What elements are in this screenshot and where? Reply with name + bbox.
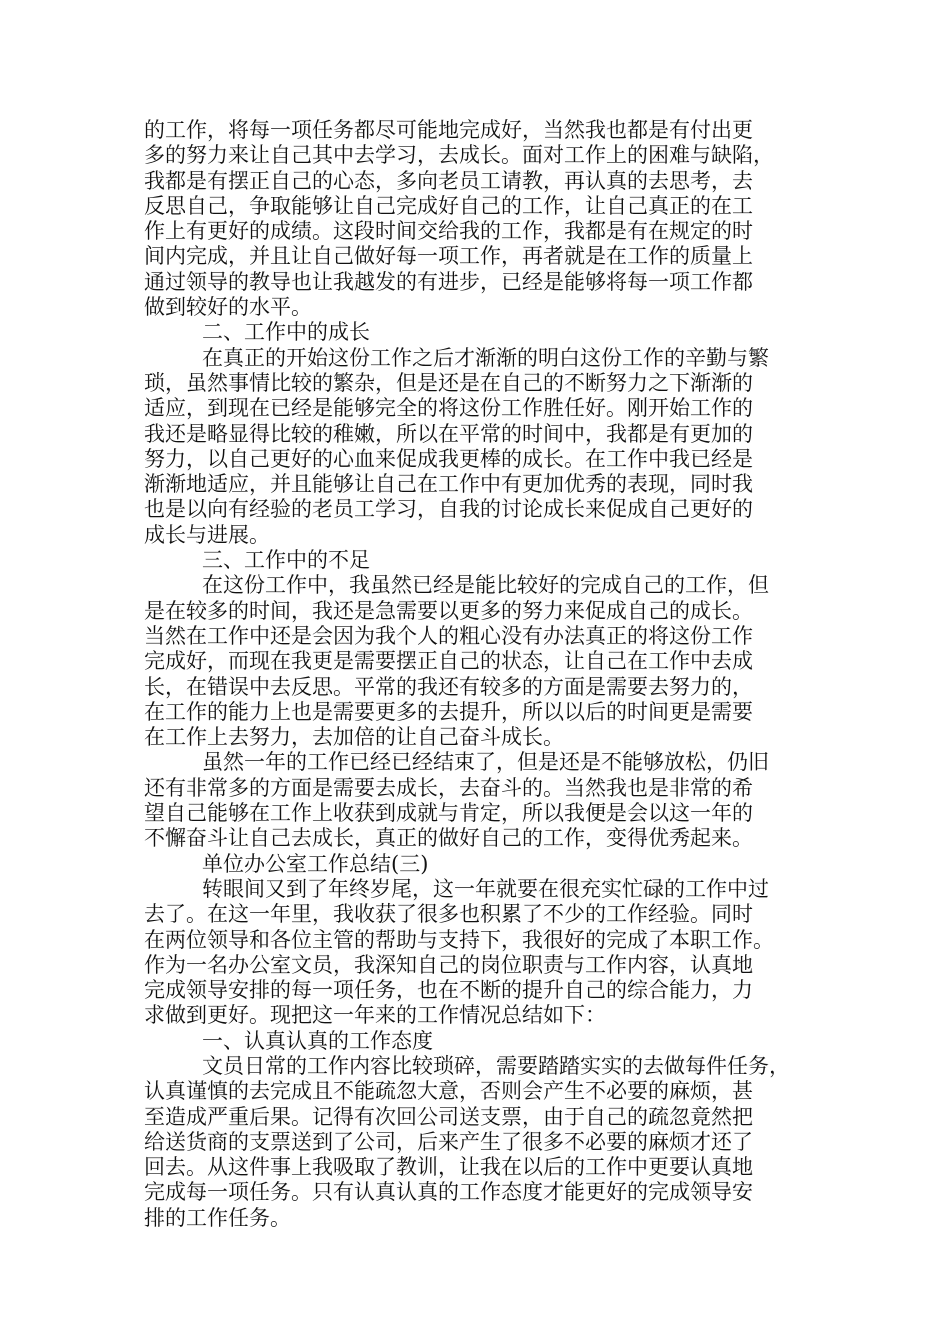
text-line: 琐，虽然事情比较的繁杂，但是还是在自己的不断努力之下渐渐的 xyxy=(144,370,753,395)
text-line: 适应，到现在已经是能够完全的将这份工作胜任好。刚开始工作的 xyxy=(144,396,753,421)
text-line: 努力，以自己更好的心血来促成我更棒的成长。在工作中我已经是 xyxy=(144,446,753,471)
text-line: 通过领导的教导也让我越发的有进步，已经是能够将每一项工作都 xyxy=(144,269,753,294)
text-line: 也是以向有经验的老员工学习，自我的讨论成长来促成自己更好的 xyxy=(144,497,753,522)
text-line: 认真谨慎的去完成且不能疏忽大意，否则会产生不必要的麻烦，甚 xyxy=(144,1079,753,1104)
text-line: 不懈奋斗让自己去成长，真正的做好自己的工作，变得优秀起来。 xyxy=(144,826,753,851)
text-line: 作上有更好的成绩。这段时间交给我的工作，我都是有在规定的时 xyxy=(144,219,753,244)
text-line: 成长与进展。 xyxy=(144,522,270,547)
text-line: 多的努力来让自己其中去学习，去成长。面对工作上的困难与缺陷， xyxy=(144,143,774,168)
text-line: 在两位领导和各位主管的帮助与支持下，我很好的完成了本职工作。 xyxy=(144,927,774,952)
text-line: 当然在工作中还是会因为我个人的粗心没有办法真正的将这份工作 xyxy=(144,623,753,648)
text-line: 在工作的能力上也是需要更多的去提升，所以以后的时间更是需要 xyxy=(144,699,753,724)
text-line: 反思自己，争取能够让自己完成好自己的工作，让自己真正的在工 xyxy=(144,193,753,218)
text-line: 至造成严重后果。记得有次回公司送支票，由于自己的疏忽竟然把 xyxy=(144,1104,753,1129)
text-line: 二、工作中的成长 xyxy=(202,320,370,345)
text-line: 完成每一项任务。只有认真认真的工作态度才能更好的完成领导安 xyxy=(144,1180,753,1205)
text-line: 在工作上去努力，去加倍的让自己奋斗成长。 xyxy=(144,725,564,750)
text-line: 回去。从这件事上我吸取了教训，让我在以后的工作中更要认真地 xyxy=(144,1155,753,1180)
text-line: 一、认真认真的工作态度 xyxy=(202,1028,433,1053)
document-body xyxy=(144,118,808,1231)
text-line: 给送货商的支票送到了公司，后来产生了很多不必要的麻烦才还了 xyxy=(144,1129,753,1154)
text-line: 完成好，而现在我更是需要摆正自己的状态，让自己在工作中去成 xyxy=(144,649,753,674)
text-line: 间内完成，并且让自己做好每一项工作，再者就是在工作的质量上 xyxy=(144,244,753,269)
text-line: 求做到更好。现把这一年来的工作情况总结如下： xyxy=(144,1003,606,1028)
text-line: 长，在错误中去反思。平常的我还有较多的方面是需要去努力的， xyxy=(144,674,753,699)
text-line: 在这份工作中，我虽然已经是能比较好的完成自己的工作，但 xyxy=(202,573,769,598)
text-line: 渐渐地适应，并且能够让自己在工作中有更加优秀的表现，同时我 xyxy=(144,472,753,497)
text-line: 做到较好的水平。 xyxy=(144,295,312,320)
text-line: 去了。在这一年里，我收获了很多也积累了不少的工作经验。同时 xyxy=(144,902,753,927)
text-line: 望自己能够在工作上收获到成就与肯定，所以我便是会以这一年的 xyxy=(144,801,753,826)
text-line: 在真正的开始这份工作之后才渐渐的明白这份工作的辛勤与繁 xyxy=(202,345,769,370)
text-line: 文员日常的工作内容比较琐碎，需要踏踏实实的去做每件任务， xyxy=(202,1053,790,1078)
text-line: 我都是有摆正自己的心态，多向老员工请教，再认真的去思考，去 xyxy=(144,168,753,193)
text-line: 完成领导安排的每一项任务，也在不断的提升自己的综合能力，力 xyxy=(144,978,753,1003)
text-line: 我还是略显得比较的稚嫩，所以在平常的时间中，我都是有更加的 xyxy=(144,421,753,446)
text-line: 单位办公室工作总结(三) xyxy=(202,851,429,876)
text-line: 作为一名办公室文员，我深知自己的岗位职责与工作内容，认真地 xyxy=(144,952,753,977)
text-line: 是在较多的时间，我还是急需要以更多的努力来促成自己的成长。 xyxy=(144,598,753,623)
text-line: 还有非常多的方面是需要去成长，去奋斗的。当然我也是非常的希 xyxy=(144,775,753,800)
text-line: 三、工作中的不足 xyxy=(202,548,370,573)
text-line: 的工作，将每一项任务都尽可能地完成好，当然我也都是有付出更 xyxy=(144,118,753,142)
text-line: 虽然一年的工作已经已经结束了，但是还是不能够放松，仍旧 xyxy=(202,750,769,775)
text-line: 排的工作任务。 xyxy=(144,1205,291,1230)
text-line: 转眼间又到了年终岁尾，这一年就要在很充实忙碌的工作中过 xyxy=(202,876,769,901)
